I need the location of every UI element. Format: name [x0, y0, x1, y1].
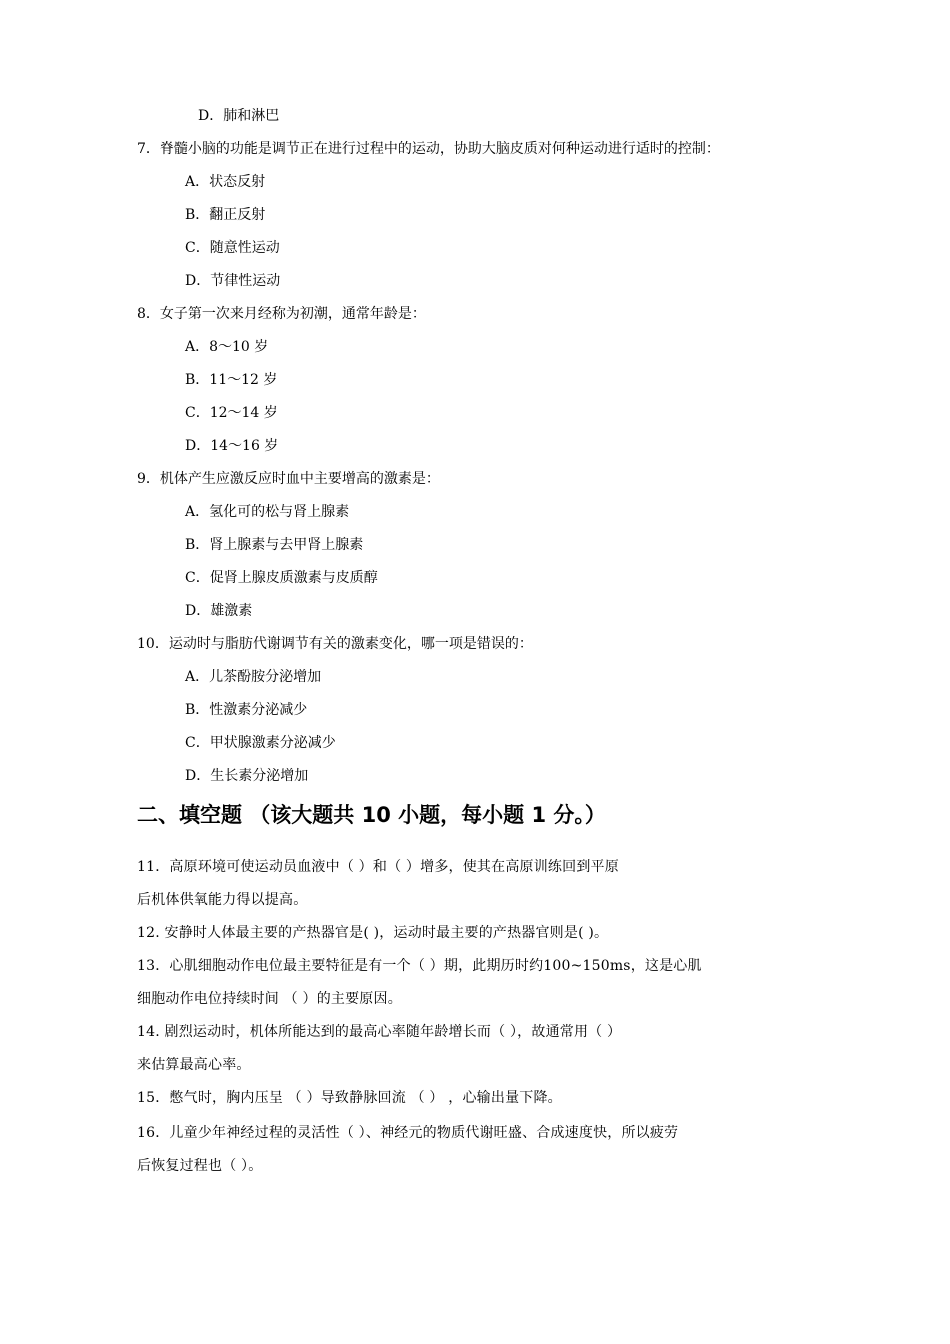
question-10-option-d: D．生长素分泌增加 [185, 768, 309, 784]
question-8-option-a: A．8～10 岁 [185, 339, 269, 355]
question-7-option-d: D．节律性运动 [185, 273, 281, 289]
question-9-option-c: C．促肾上腺皮质激素与皮质醇 [185, 570, 378, 586]
question-8-stem: 8．女子第一次来月经称为初潮，通常年龄是： [137, 306, 426, 322]
question-9-option-b: B．肾上腺素与去甲肾上腺素 [185, 537, 364, 553]
question-15-line: 15．憋气时，胸内压呈 （ ）导致静脉回流 （ ） ，心输出量下降。 [137, 1090, 562, 1106]
question-9-option-a: A．氢化可的松与肾上腺素 [185, 504, 350, 520]
question-10-stem: 10．运动时与脂肪代谢调节有关的激素变化，哪一项是错误的： [137, 636, 533, 652]
question-11-line-2: 后机体供氧能力得以提高。 [137, 892, 308, 908]
question-8-option-c: C．12～14 岁 [185, 405, 278, 421]
question-11-line-1: 11．高原环境可使运动员血液中（ ）和（ ）增多，使其在高原训练回到平原 [137, 859, 619, 875]
question-13-line-1: 13．心肌细胞动作电位最主要特征是有一个（ ）期，此期历时约100~150ms，这是心肌 [137, 958, 702, 974]
question-9-option-d: D．雄激素 [185, 603, 253, 619]
question-14-line-2: 来估算最高心率。 [137, 1057, 251, 1073]
question-8-option-b: B．11～12 岁 [185, 372, 278, 388]
question-10-option-a: A．儿茶酚胺分泌增加 [185, 669, 322, 685]
option-d-q6: D．肺和淋巴 [198, 108, 280, 124]
question-16-line-2: 后恢复过程也（ ）。 [137, 1158, 263, 1174]
section-heading-fill-in: 二、填空题 （该大题共 10 小题，每小题 1 分。） [137, 803, 606, 827]
question-10-option-b: B．性激素分泌减少 [185, 702, 308, 718]
question-14-line-1: 14. 剧烈运动时，机体所能达到的最高心率随年龄增长而（ ），故通常用（ ） [137, 1024, 622, 1040]
question-12-line: 12. 安静时人体最主要的产热器官是( )，运动时最主要的产热器官则是( )。 [137, 925, 609, 941]
question-9-stem: 9．机体产生应激反应时血中主要增高的激素是： [137, 471, 440, 487]
question-7-option-a: A．状态反射 [185, 174, 266, 190]
question-7-stem: 7．脊髓小脑的功能是调节正在进行过程中的运动，协助大脑皮质对何种运动进行适时的控制： [137, 141, 720, 157]
question-16-line-1: 16．儿童少年神经过程的灵活性（ ）、神经元的物质代谢旺盛、合成速度快，所以疲劳 [137, 1125, 679, 1141]
question-13-line-2: 细胞动作电位持续时间 （ ）的主要原因。 [137, 991, 402, 1007]
question-7-option-b: B．翻正反射 [185, 207, 266, 223]
question-8-option-d: D．14～16 岁 [185, 438, 279, 454]
question-10-option-c: C．甲状腺激素分泌减少 [185, 735, 336, 751]
question-7-option-c: C．随意性运动 [185, 240, 280, 256]
